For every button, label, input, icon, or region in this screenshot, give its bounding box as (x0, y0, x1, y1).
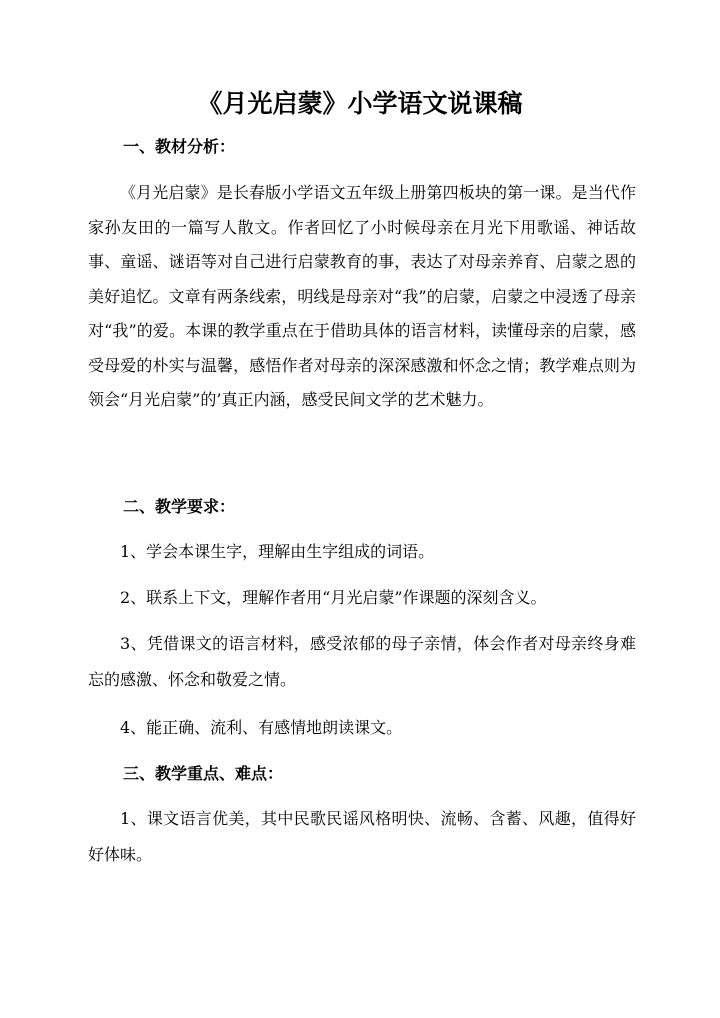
paragraph-textbook-analysis: 《月光启蒙》是长春版小学语文五年级上册第四板块的第一课。是当代作家孙友田的一篇写人散文。作者回忆了小时候母亲在月光下用歌谣、神话故事、童谣、谜语等对自己进行启蒙教育的事，表达了对母亲养育、启蒙之恩的美好追忆。文章有两条线索，明线是母亲对“我”的启蒙，启蒙之中浸透了母亲对“我”的爱。本课的教学重点在于借助具体的语言材料，读懂母亲的启蒙，感受母爱的朴实与温馨，感悟作者对母亲的深深感激和怀念之情；教学难点则为领会“月光启蒙”的’真正内涵，感受民间文学的艺术魅力。 (88, 183, 636, 409)
section-heading-key-points-difficulties: 三、教学重点、难点： (123, 764, 284, 783)
list-item: 3、凭借课文的语言材料，感受浓郁的母子亲情，体会作者对母亲终身难忘的感激、怀念和敬爱之情。 (88, 634, 636, 689)
section-heading-teaching-requirements: 二、教学要求： (123, 497, 236, 516)
page-title: 《月光启蒙》小学语文说课稿 (197, 89, 523, 118)
section-heading-textbook-analysis: 一、教材分析： (123, 137, 236, 156)
list-item: 2、联系上下文，理解作者用“月光启蒙”作课题的深刻含义。 (120, 588, 547, 607)
list-item: 1、课文语言优美，其中民歌民谣风格明快、流畅、含蓄、风趣，值得好好体味。 (88, 809, 636, 864)
list-item: 4、能正确、流利、有感情地朗读课文。 (120, 718, 403, 737)
list-item: 1、学会本课生字，理解由生字组成的词语。 (120, 542, 435, 561)
